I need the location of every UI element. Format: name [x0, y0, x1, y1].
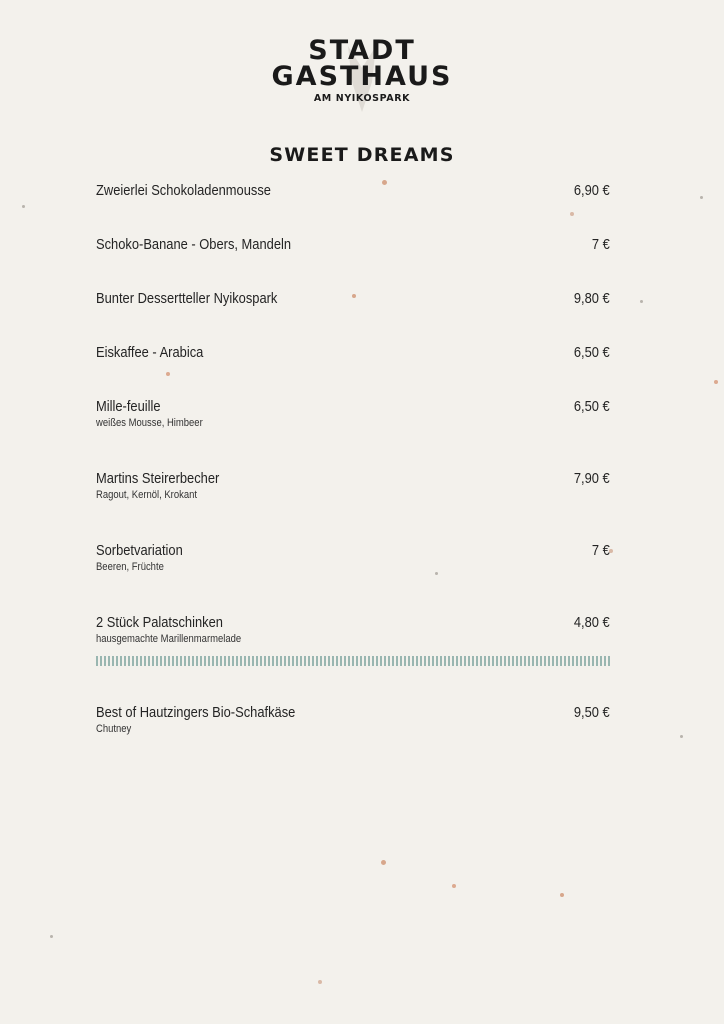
menu-item-description: Chutney [96, 723, 132, 735]
menu-item-description: weißes Mousse, Himbeer [96, 417, 203, 429]
menu-item-description: Beeren, Früchte [96, 561, 164, 573]
paper-speck [700, 196, 703, 199]
menu-item-name: Mille-feuille [96, 398, 161, 415]
menu-item-price: 7,90 € [574, 470, 610, 487]
menu-item-description: hausgemachte Marillenmarmelade [96, 633, 242, 645]
section-title: SWEET DREAMS [269, 144, 455, 166]
menu-item-price: 9,80 € [574, 290, 610, 307]
menu-item [96, 470, 610, 502]
menu-item [96, 398, 610, 430]
menu-item-name: Best of Hautzingers Bio-Schafkäse [96, 704, 296, 721]
paper-speck [680, 735, 683, 738]
menu-item [96, 704, 610, 736]
menu-item-price: 6,90 € [574, 182, 610, 199]
menu-item [96, 236, 610, 254]
menu-item-price: 6,50 € [574, 344, 610, 361]
menu-item-name: Eiskaffee - Arabica [96, 344, 204, 361]
menu-item-name: Martins Steirerbecher [96, 470, 220, 487]
paper-speck [22, 205, 25, 208]
menu-item [96, 344, 610, 362]
logo-line-subtitle: AM NYIKOSPARK [313, 93, 411, 104]
menu-item [96, 290, 610, 308]
paper-speck [318, 980, 322, 984]
paper-speck [560, 893, 564, 897]
paper-speck [640, 300, 643, 303]
paper-speck [166, 372, 170, 376]
menu-item [96, 182, 610, 200]
paper-speck [381, 860, 386, 865]
menu-item-description: Ragout, Kernöl, Krokant [96, 489, 197, 501]
paper-speck [570, 212, 574, 216]
menu-item-name: Schoko-Banane - Obers, Mandeln [96, 236, 292, 253]
menu-item [96, 614, 610, 646]
logo-line-stadt: STADT [308, 35, 416, 66]
menu-item-name: 2 Stück Palatschinken [96, 614, 223, 631]
logo-line-gasthaus: GASTHAUS [271, 61, 453, 92]
menu-item-price: 6,50 € [574, 398, 610, 415]
menu-item-name: Zweierlei Schokoladenmousse [96, 182, 271, 199]
menu-item-price: 9,50 € [574, 704, 610, 721]
paper-speck [452, 884, 456, 888]
menu-item-price: 7 € [592, 236, 610, 253]
logo [0, 35, 724, 106]
section-divider [96, 656, 612, 666]
menu-item-price: 7 € [592, 542, 610, 559]
menu-item-name: Bunter Dessertteller Nyikospark [96, 290, 278, 307]
menu-item-name: Sorbetvariation [96, 542, 183, 559]
menu-item [96, 542, 610, 574]
paper-speck [50, 935, 53, 938]
paper-speck [714, 380, 718, 384]
menu-item-price: 4,80 € [574, 614, 610, 631]
